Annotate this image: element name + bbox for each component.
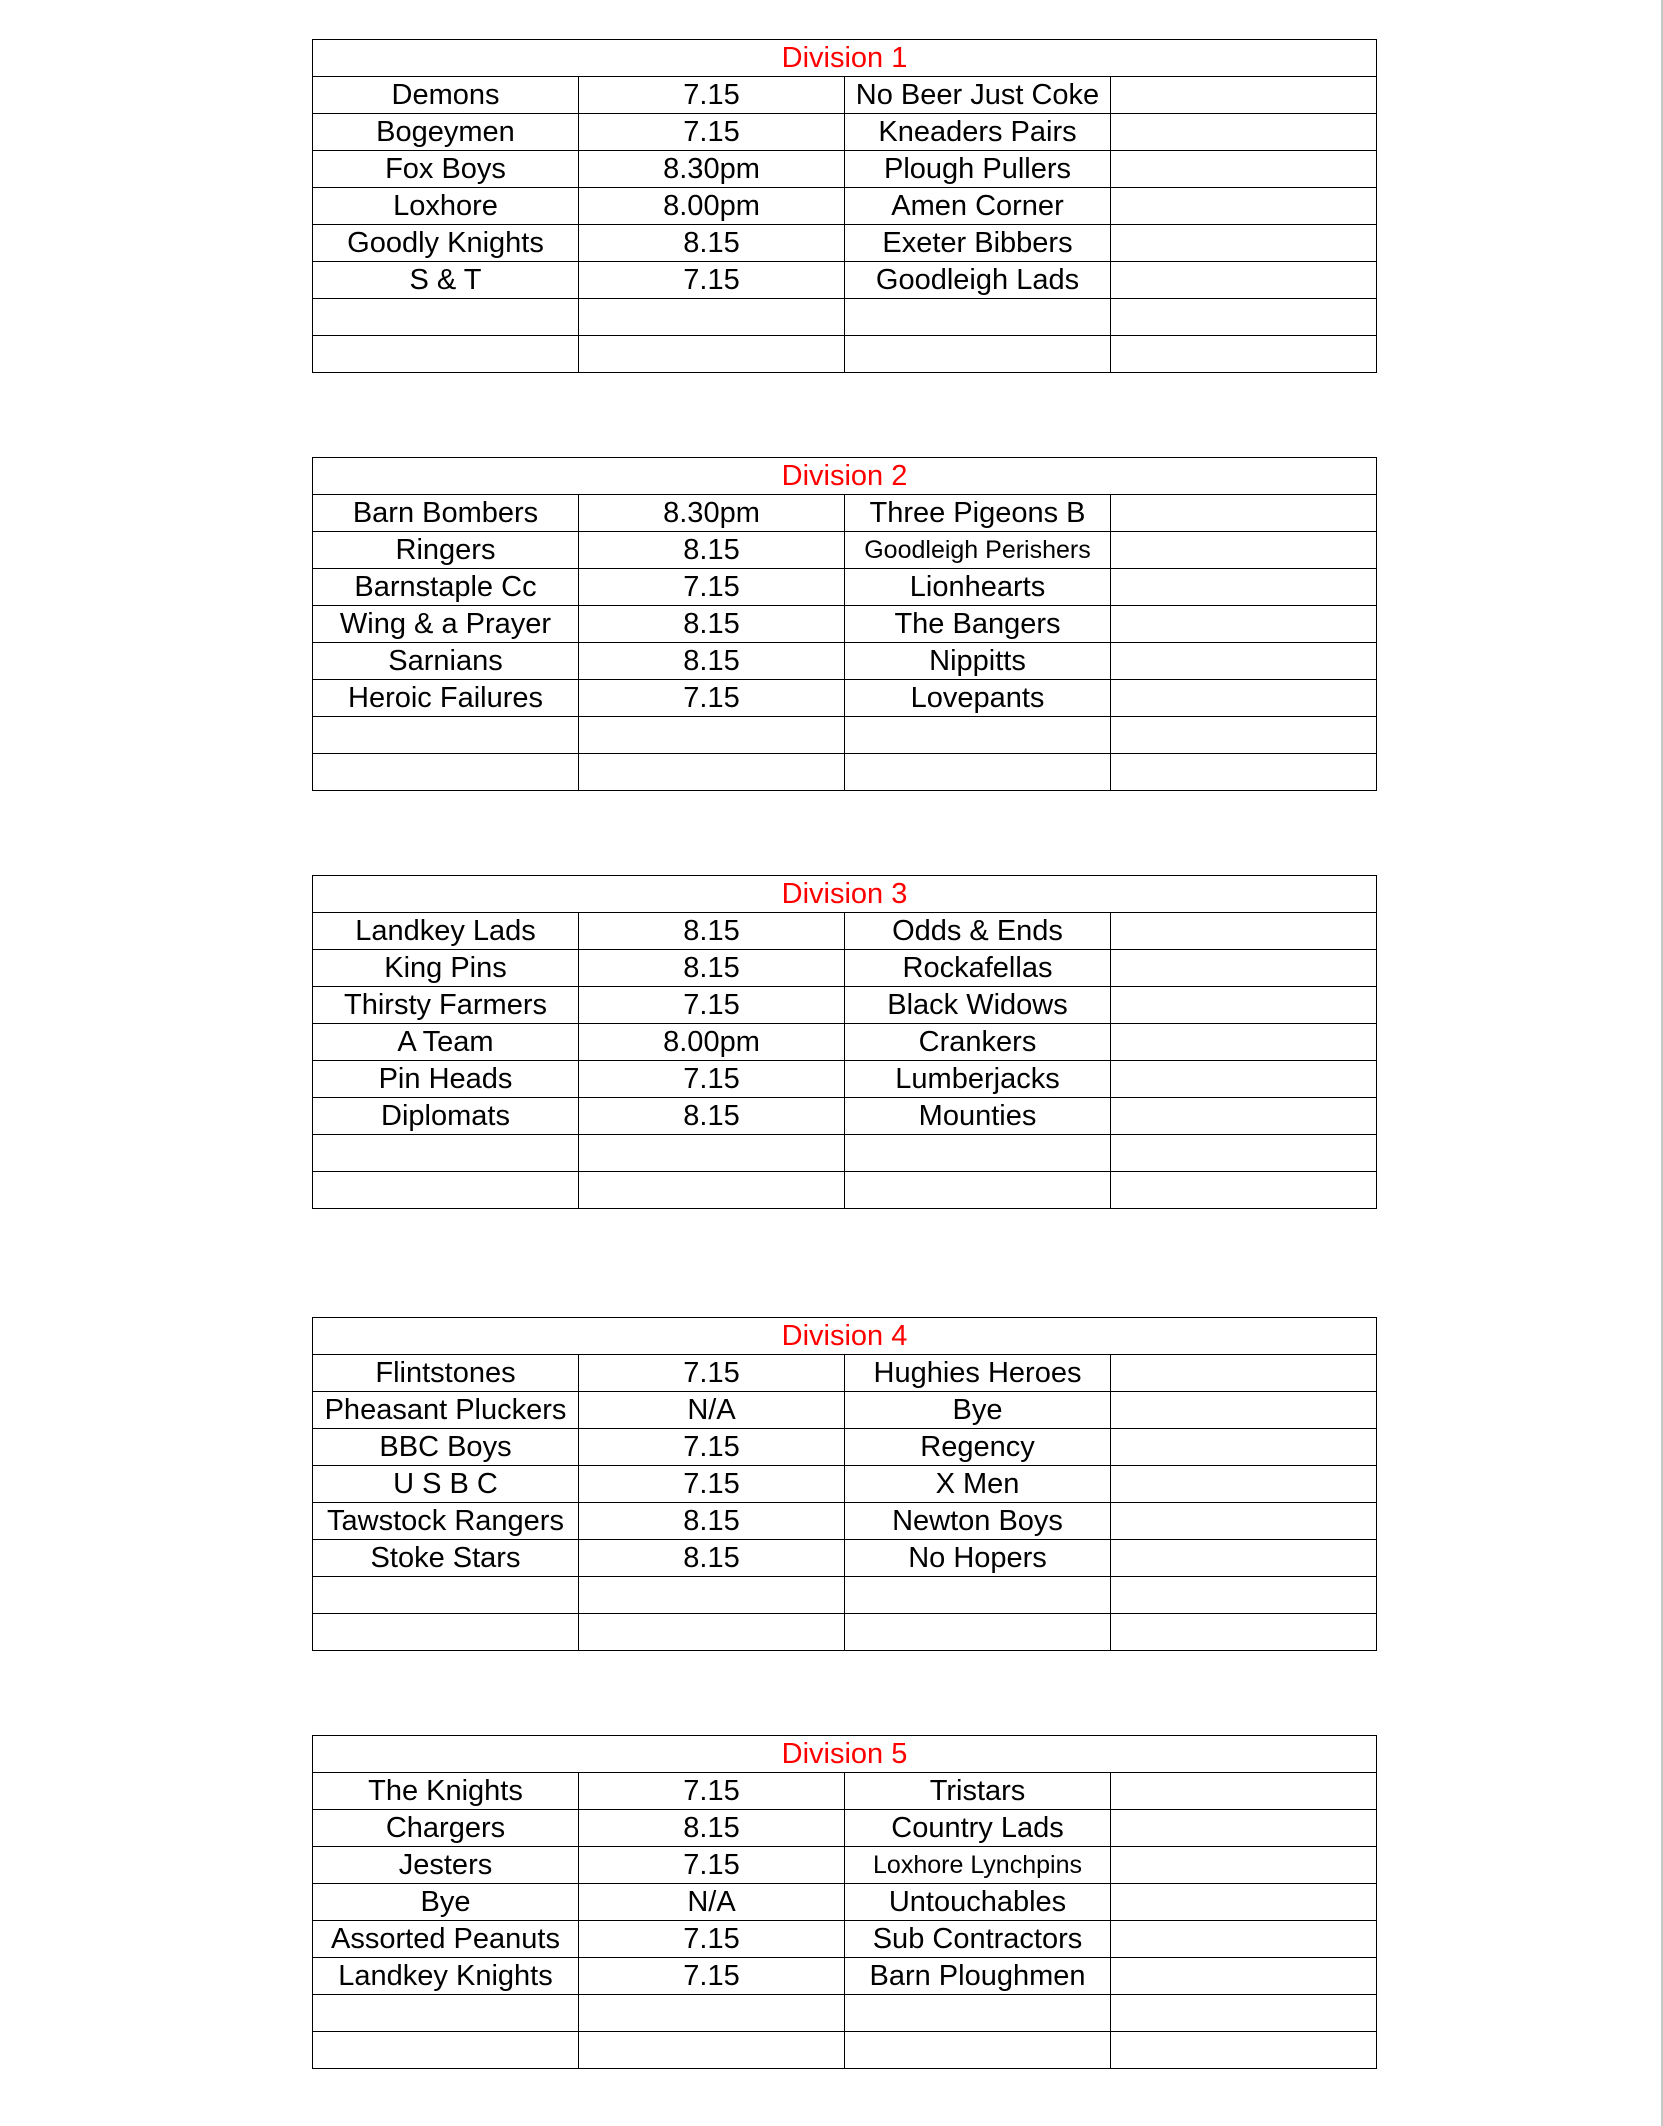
division-header-row	[313, 1318, 1377, 1355]
empty-row	[313, 717, 1377, 754]
empty-cell	[579, 299, 845, 336]
away-team: Crankers	[845, 1024, 1111, 1061]
result-cell	[1111, 950, 1377, 987]
start-time: 8.15	[579, 1810, 845, 1847]
empty-cell	[1111, 754, 1377, 791]
empty-cell	[313, 2032, 579, 2069]
result-cell	[1111, 495, 1377, 532]
start-time: 8.15	[579, 532, 845, 569]
home-team: Landkey Knights	[313, 1958, 579, 1995]
home-team: Jesters	[313, 1847, 579, 1884]
away-team: Bye	[845, 1392, 1111, 1429]
empty-cell	[845, 1135, 1111, 1172]
empty-cell	[845, 336, 1111, 373]
fixture-row	[313, 114, 1377, 151]
away-team: Loxhore Lynchpins	[845, 1847, 1111, 1884]
division-1-table	[312, 39, 1377, 373]
fixture-row	[313, 643, 1377, 680]
start-time: 8.30pm	[579, 151, 845, 188]
empty-cell	[845, 1614, 1111, 1651]
result-cell	[1111, 114, 1377, 151]
away-team: Exeter Bibbers	[845, 225, 1111, 262]
home-team: Goodly Knights	[313, 225, 579, 262]
result-cell	[1111, 1540, 1377, 1577]
empty-cell	[579, 1135, 845, 1172]
empty-row	[313, 1995, 1377, 2032]
empty-cell	[1111, 1577, 1377, 1614]
home-team: King Pins	[313, 950, 579, 987]
division-title: Division 1	[313, 40, 1377, 77]
result-cell	[1111, 569, 1377, 606]
start-time: 7.15	[579, 1429, 845, 1466]
result-cell	[1111, 1921, 1377, 1958]
away-team: Lovepants	[845, 680, 1111, 717]
division-header-row	[313, 40, 1377, 77]
start-time: N/A	[579, 1392, 845, 1429]
away-team: Goodleigh Lads	[845, 262, 1111, 299]
start-time: 7.15	[579, 77, 845, 114]
home-team: Pheasant Pluckers	[313, 1392, 579, 1429]
result-cell	[1111, 1024, 1377, 1061]
empty-cell	[845, 717, 1111, 754]
away-team: X Men	[845, 1466, 1111, 1503]
fixture-row	[313, 151, 1377, 188]
away-team: Rockafellas	[845, 950, 1111, 987]
home-team: Ringers	[313, 532, 579, 569]
empty-cell	[1111, 1135, 1377, 1172]
empty-cell	[845, 1172, 1111, 1209]
start-time: 7.15	[579, 1061, 845, 1098]
empty-cell	[579, 1995, 845, 2032]
fixture-row	[313, 606, 1377, 643]
empty-cell	[1111, 299, 1377, 336]
result-cell	[1111, 1503, 1377, 1540]
home-team: Tawstock Rangers	[313, 1503, 579, 1540]
fixture-row	[313, 1355, 1377, 1392]
away-team: The Bangers	[845, 606, 1111, 643]
away-team: Three Pigeons B	[845, 495, 1111, 532]
start-time: 8.15	[579, 643, 845, 680]
away-team: Regency	[845, 1429, 1111, 1466]
empty-row	[313, 299, 1377, 336]
away-team: Lumberjacks	[845, 1061, 1111, 1098]
start-time: 7.15	[579, 569, 845, 606]
away-team: Tristars	[845, 1773, 1111, 1810]
start-time: 7.15	[579, 987, 845, 1024]
empty-row	[313, 1135, 1377, 1172]
empty-cell	[313, 754, 579, 791]
fixture-row	[313, 1847, 1377, 1884]
empty-cell	[579, 1614, 845, 1651]
start-time: 7.15	[579, 1847, 845, 1884]
empty-cell	[845, 754, 1111, 791]
empty-row	[313, 2032, 1377, 2069]
start-time: 8.15	[579, 225, 845, 262]
away-team: Sub Contractors	[845, 1921, 1111, 1958]
fixture-row	[313, 913, 1377, 950]
fixture-row	[313, 1466, 1377, 1503]
start-time: 8.15	[579, 1098, 845, 1135]
away-team: Black Widows	[845, 987, 1111, 1024]
empty-cell	[1111, 2032, 1377, 2069]
home-team: Thirsty Farmers	[313, 987, 579, 1024]
start-time: 8.15	[579, 950, 845, 987]
empty-cell	[845, 299, 1111, 336]
home-team: Pin Heads	[313, 1061, 579, 1098]
division-title: Division 3	[313, 876, 1377, 913]
fixture-row	[313, 1773, 1377, 1810]
away-team: Mounties	[845, 1098, 1111, 1135]
fixture-row	[313, 1540, 1377, 1577]
fixture-row	[313, 262, 1377, 299]
division-title: Division 4	[313, 1318, 1377, 1355]
fixture-row	[313, 1024, 1377, 1061]
fixture-row	[313, 1061, 1377, 1098]
home-team: S & T	[313, 262, 579, 299]
home-team: Assorted Peanuts	[313, 1921, 579, 1958]
home-team: Bye	[313, 1884, 579, 1921]
fixture-row	[313, 77, 1377, 114]
home-team: Heroic Failures	[313, 680, 579, 717]
start-time: 7.15	[579, 262, 845, 299]
division-title: Division 2	[313, 458, 1377, 495]
start-time: 8.15	[579, 1503, 845, 1540]
fixture-row	[313, 680, 1377, 717]
division-title: Division 5	[313, 1736, 1377, 1773]
fixture-row	[313, 1884, 1377, 1921]
empty-cell	[313, 336, 579, 373]
empty-cell	[313, 1995, 579, 2032]
start-time: 7.15	[579, 1466, 845, 1503]
empty-cell	[1111, 1614, 1377, 1651]
result-cell	[1111, 1810, 1377, 1847]
result-cell	[1111, 532, 1377, 569]
start-time: 7.15	[579, 680, 845, 717]
fixture-row	[313, 1098, 1377, 1135]
fixture-row	[313, 950, 1377, 987]
fixture-row	[313, 1503, 1377, 1540]
fixture-row	[313, 569, 1377, 606]
fixture-row	[313, 188, 1377, 225]
empty-cell	[313, 1172, 579, 1209]
result-cell	[1111, 151, 1377, 188]
home-team: Barnstaple Cc	[313, 569, 579, 606]
start-time: 8.00pm	[579, 1024, 845, 1061]
away-team: Newton Boys	[845, 1503, 1111, 1540]
fixture-row	[313, 1921, 1377, 1958]
empty-cell	[313, 717, 579, 754]
start-time: N/A	[579, 1884, 845, 1921]
empty-row	[313, 754, 1377, 791]
home-team: Fox Boys	[313, 151, 579, 188]
result-cell	[1111, 1429, 1377, 1466]
result-cell	[1111, 1061, 1377, 1098]
home-team: Diplomats	[313, 1098, 579, 1135]
empty-cell	[313, 1135, 579, 1172]
home-team: Chargers	[313, 1810, 579, 1847]
start-time: 8.15	[579, 606, 845, 643]
home-team: Landkey Lads	[313, 913, 579, 950]
empty-cell	[579, 2032, 845, 2069]
away-team: No Hopers	[845, 1540, 1111, 1577]
result-cell	[1111, 987, 1377, 1024]
home-team: Flintstones	[313, 1355, 579, 1392]
result-cell	[1111, 225, 1377, 262]
fixture-row	[313, 1429, 1377, 1466]
empty-cell	[1111, 336, 1377, 373]
empty-cell	[1111, 1172, 1377, 1209]
result-cell	[1111, 1847, 1377, 1884]
result-cell	[1111, 77, 1377, 114]
result-cell	[1111, 680, 1377, 717]
division-5-table	[312, 1735, 1377, 2069]
home-team: Wing & a Prayer	[313, 606, 579, 643]
empty-cell	[579, 1172, 845, 1209]
away-team: Country Lads	[845, 1810, 1111, 1847]
away-team: Untouchables	[845, 1884, 1111, 1921]
start-time: 7.15	[579, 1355, 845, 1392]
away-team: Goodleigh Perishers	[845, 532, 1111, 569]
away-team: Barn Ploughmen	[845, 1958, 1111, 1995]
empty-row	[313, 1577, 1377, 1614]
start-time: 8.00pm	[579, 188, 845, 225]
away-team: Plough Pullers	[845, 151, 1111, 188]
result-cell	[1111, 913, 1377, 950]
home-team: Barn Bombers	[313, 495, 579, 532]
division-3-table	[312, 875, 1377, 1209]
result-cell	[1111, 1466, 1377, 1503]
result-cell	[1111, 1884, 1377, 1921]
home-team: U S B C	[313, 1466, 579, 1503]
empty-cell	[313, 299, 579, 336]
away-team: Hughies Heroes	[845, 1355, 1111, 1392]
fixture-row	[313, 987, 1377, 1024]
away-team: Amen Corner	[845, 188, 1111, 225]
result-cell	[1111, 188, 1377, 225]
empty-cell	[579, 717, 845, 754]
home-team: Sarnians	[313, 643, 579, 680]
home-team: Demons	[313, 77, 579, 114]
home-team: BBC Boys	[313, 1429, 579, 1466]
empty-cell	[1111, 717, 1377, 754]
fixture-row	[313, 1958, 1377, 1995]
result-cell	[1111, 1355, 1377, 1392]
away-team: Kneaders Pairs	[845, 114, 1111, 151]
fixture-row	[313, 495, 1377, 532]
start-time: 7.15	[579, 1773, 845, 1810]
fixture-row	[313, 225, 1377, 262]
division-header-row	[313, 458, 1377, 495]
start-time: 7.15	[579, 1958, 845, 1995]
start-time: 7.15	[579, 1921, 845, 1958]
away-team: Nippitts	[845, 643, 1111, 680]
result-cell	[1111, 262, 1377, 299]
empty-row	[313, 336, 1377, 373]
away-team: Odds & Ends	[845, 913, 1111, 950]
empty-cell	[845, 1995, 1111, 2032]
division-header-row	[313, 1736, 1377, 1773]
fixture-row	[313, 532, 1377, 569]
empty-cell	[579, 1577, 845, 1614]
start-time: 8.30pm	[579, 495, 845, 532]
start-time: 8.15	[579, 913, 845, 950]
result-cell	[1111, 1773, 1377, 1810]
home-team: Stoke Stars	[313, 1540, 579, 1577]
empty-cell	[1111, 1995, 1377, 2032]
away-team: No Beer Just Coke	[845, 77, 1111, 114]
empty-row	[313, 1172, 1377, 1209]
result-cell	[1111, 1392, 1377, 1429]
home-team: A Team	[313, 1024, 579, 1061]
away-team: Lionhearts	[845, 569, 1111, 606]
result-cell	[1111, 1958, 1377, 1995]
empty-cell	[845, 1577, 1111, 1614]
result-cell	[1111, 1098, 1377, 1135]
fixture-row	[313, 1392, 1377, 1429]
empty-row	[313, 1614, 1377, 1651]
division-header-row	[313, 876, 1377, 913]
home-team: The Knights	[313, 1773, 579, 1810]
home-team: Bogeymen	[313, 114, 579, 151]
division-2-table	[312, 457, 1377, 791]
empty-cell	[313, 1577, 579, 1614]
result-cell	[1111, 643, 1377, 680]
start-time: 8.15	[579, 1540, 845, 1577]
empty-cell	[845, 2032, 1111, 2069]
fixture-row	[313, 1810, 1377, 1847]
empty-cell	[579, 754, 845, 791]
empty-cell	[313, 1614, 579, 1651]
division-4-table	[312, 1317, 1377, 1651]
result-cell	[1111, 606, 1377, 643]
empty-cell	[579, 336, 845, 373]
home-team: Loxhore	[313, 188, 579, 225]
start-time: 7.15	[579, 114, 845, 151]
